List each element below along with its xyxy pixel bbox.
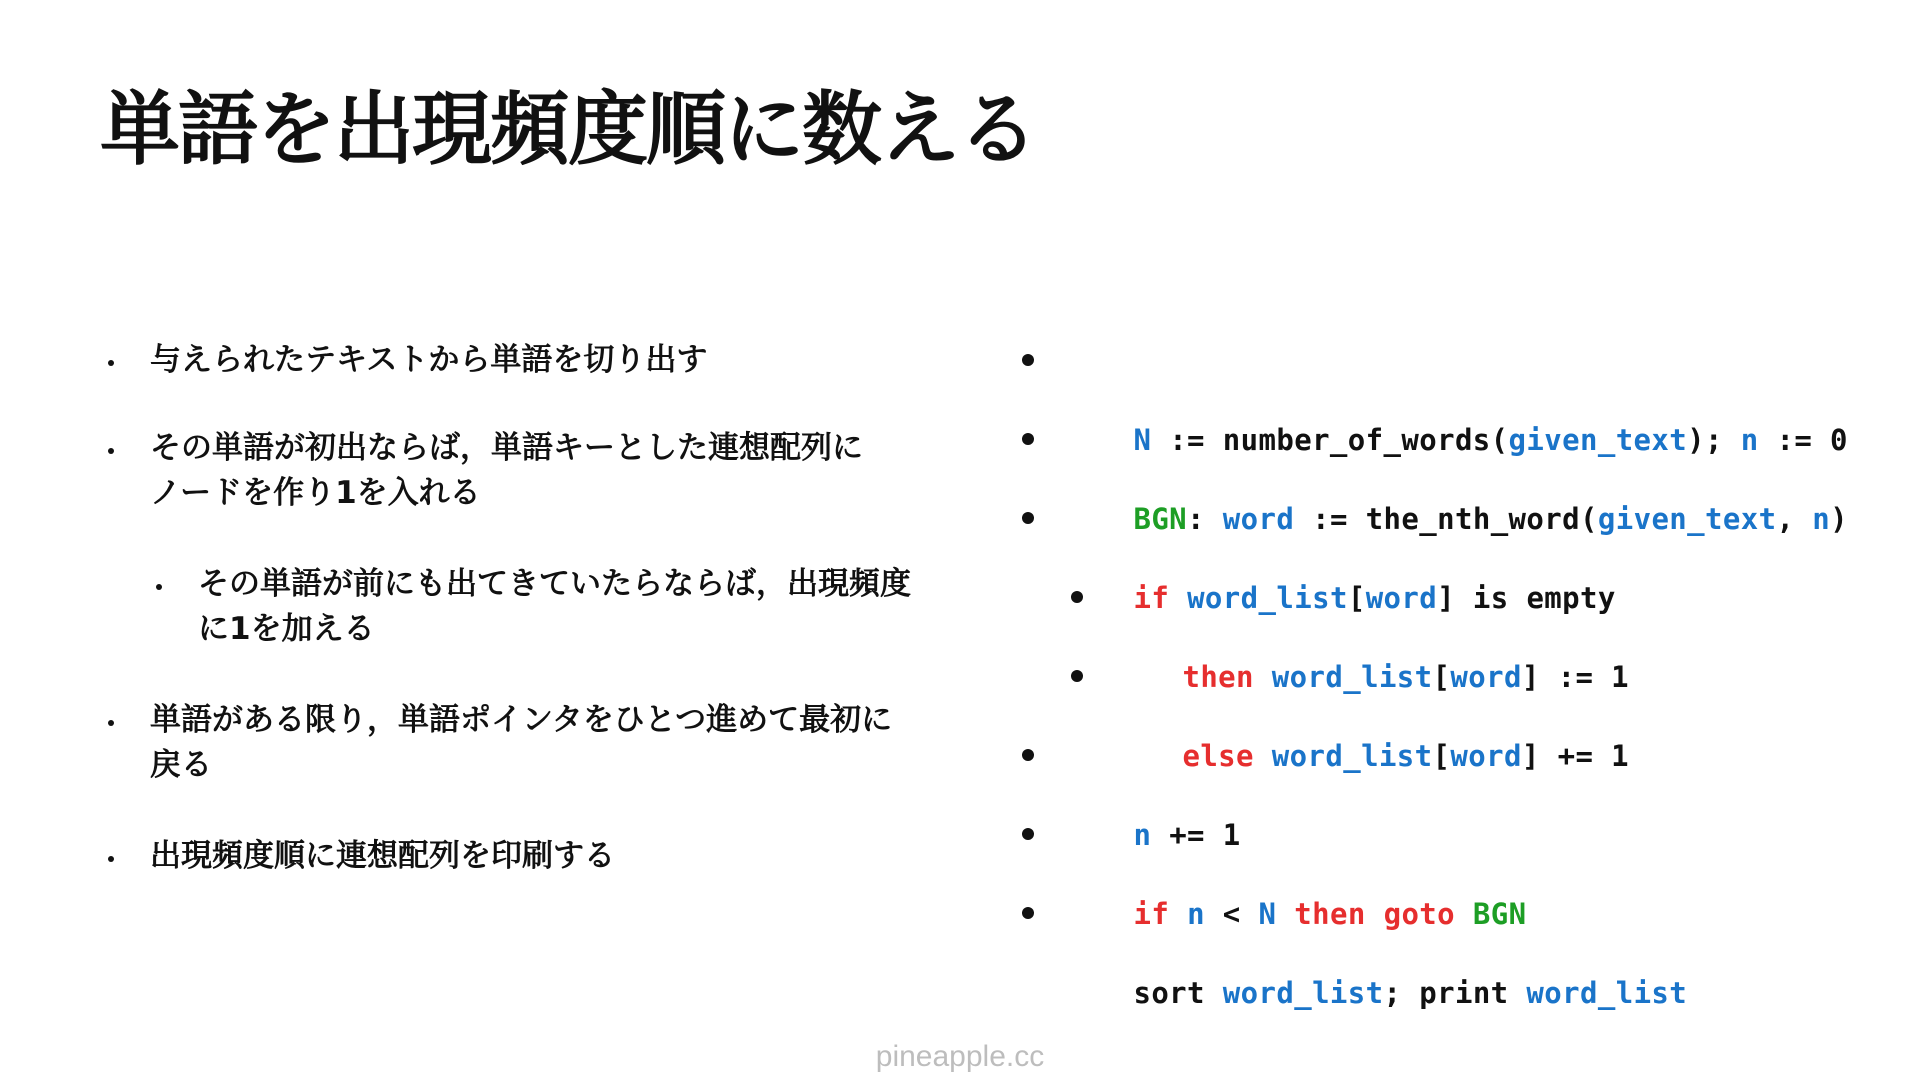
code-token: ) <box>1830 502 1848 536</box>
code-token <box>1254 739 1272 773</box>
code-token: word_list <box>1187 581 1348 615</box>
code-token: := the_nth_word( <box>1294 502 1598 536</box>
code-token: BGN <box>1472 897 1527 931</box>
code-token: n <box>1740 423 1759 457</box>
slide-title: 単語を出現頻度順に数える <box>100 83 1036 176</box>
code-token: ); <box>1687 423 1741 457</box>
code-token: word_list <box>1222 976 1384 1010</box>
code-token: += 1 <box>1151 818 1241 852</box>
code-token: := number_of_words( <box>1151 423 1509 457</box>
code-token: word_list <box>1271 660 1433 694</box>
code-token: N <box>1258 897 1277 931</box>
code-token: [ <box>1432 739 1451 773</box>
code-token: ] := 1 <box>1521 660 1630 694</box>
code-token: BGN <box>1133 502 1188 536</box>
code-token: then goto <box>1294 897 1456 931</box>
code-token: given_text <box>1508 423 1688 457</box>
code-bullet-dot <box>1022 354 1034 366</box>
code-token: < <box>1204 897 1259 931</box>
code-bullet-dot <box>1022 828 1034 840</box>
code-token: else <box>1182 739 1254 773</box>
code-bullet-dot <box>1071 591 1083 603</box>
code-token: ] is empty <box>1437 581 1616 615</box>
code-token: if <box>1133 581 1170 615</box>
code-token: : <box>1187 502 1223 536</box>
code-token: [ <box>1347 581 1366 615</box>
code-token: word_list <box>1526 976 1688 1010</box>
code-token: word <box>1222 502 1295 536</box>
code-bullet-dot <box>1071 670 1083 682</box>
code-bullet-dot <box>1022 512 1034 524</box>
code-token: ; print <box>1383 976 1527 1010</box>
code-token: word_list <box>1271 739 1433 773</box>
code-bullet-dot <box>1022 749 1034 761</box>
footer-site-name: pineapple.cc <box>875 1040 1045 1073</box>
code-token: n <box>1187 897 1205 931</box>
code-token: sort <box>1133 976 1223 1010</box>
code-token: := 0 <box>1758 423 1848 457</box>
code-token: [ <box>1432 660 1451 694</box>
code-bullet-dot <box>1022 433 1034 445</box>
code-token: , <box>1776 502 1813 536</box>
code-token: if <box>1133 897 1170 931</box>
code-token: n <box>1812 502 1831 536</box>
bullet-advance-pointer: 単語がある限り，単語ポインタをひとつ進めて最初に 戻る <box>150 698 892 788</box>
code-token: word <box>1365 581 1438 615</box>
code-line-8 <box>1062 893 1687 1053</box>
bullet-print-results: 出現頻度順に連想配列を印刷する <box>150 834 615 879</box>
bullet-first-occurrence: その単語が初出ならば，単語キーとした連想配列に ノードを作り1を入れる <box>150 426 863 516</box>
code-bullet-dot <box>1022 907 1034 919</box>
code-token: given_text <box>1597 502 1777 536</box>
code-token: N <box>1133 423 1152 457</box>
code-token: then <box>1182 660 1254 694</box>
bullet-repeat-occurrence: その単語が前にも出てきていたらならば，出現頻度 に1を加える <box>198 562 911 652</box>
bullet-extract-words: 与えられたテキストから単語を切り出す <box>150 338 707 383</box>
code-token: n <box>1133 818 1152 852</box>
code-token: ] += 1 <box>1521 739 1630 773</box>
code-token: word <box>1450 739 1522 773</box>
code-token: word <box>1450 660 1522 694</box>
